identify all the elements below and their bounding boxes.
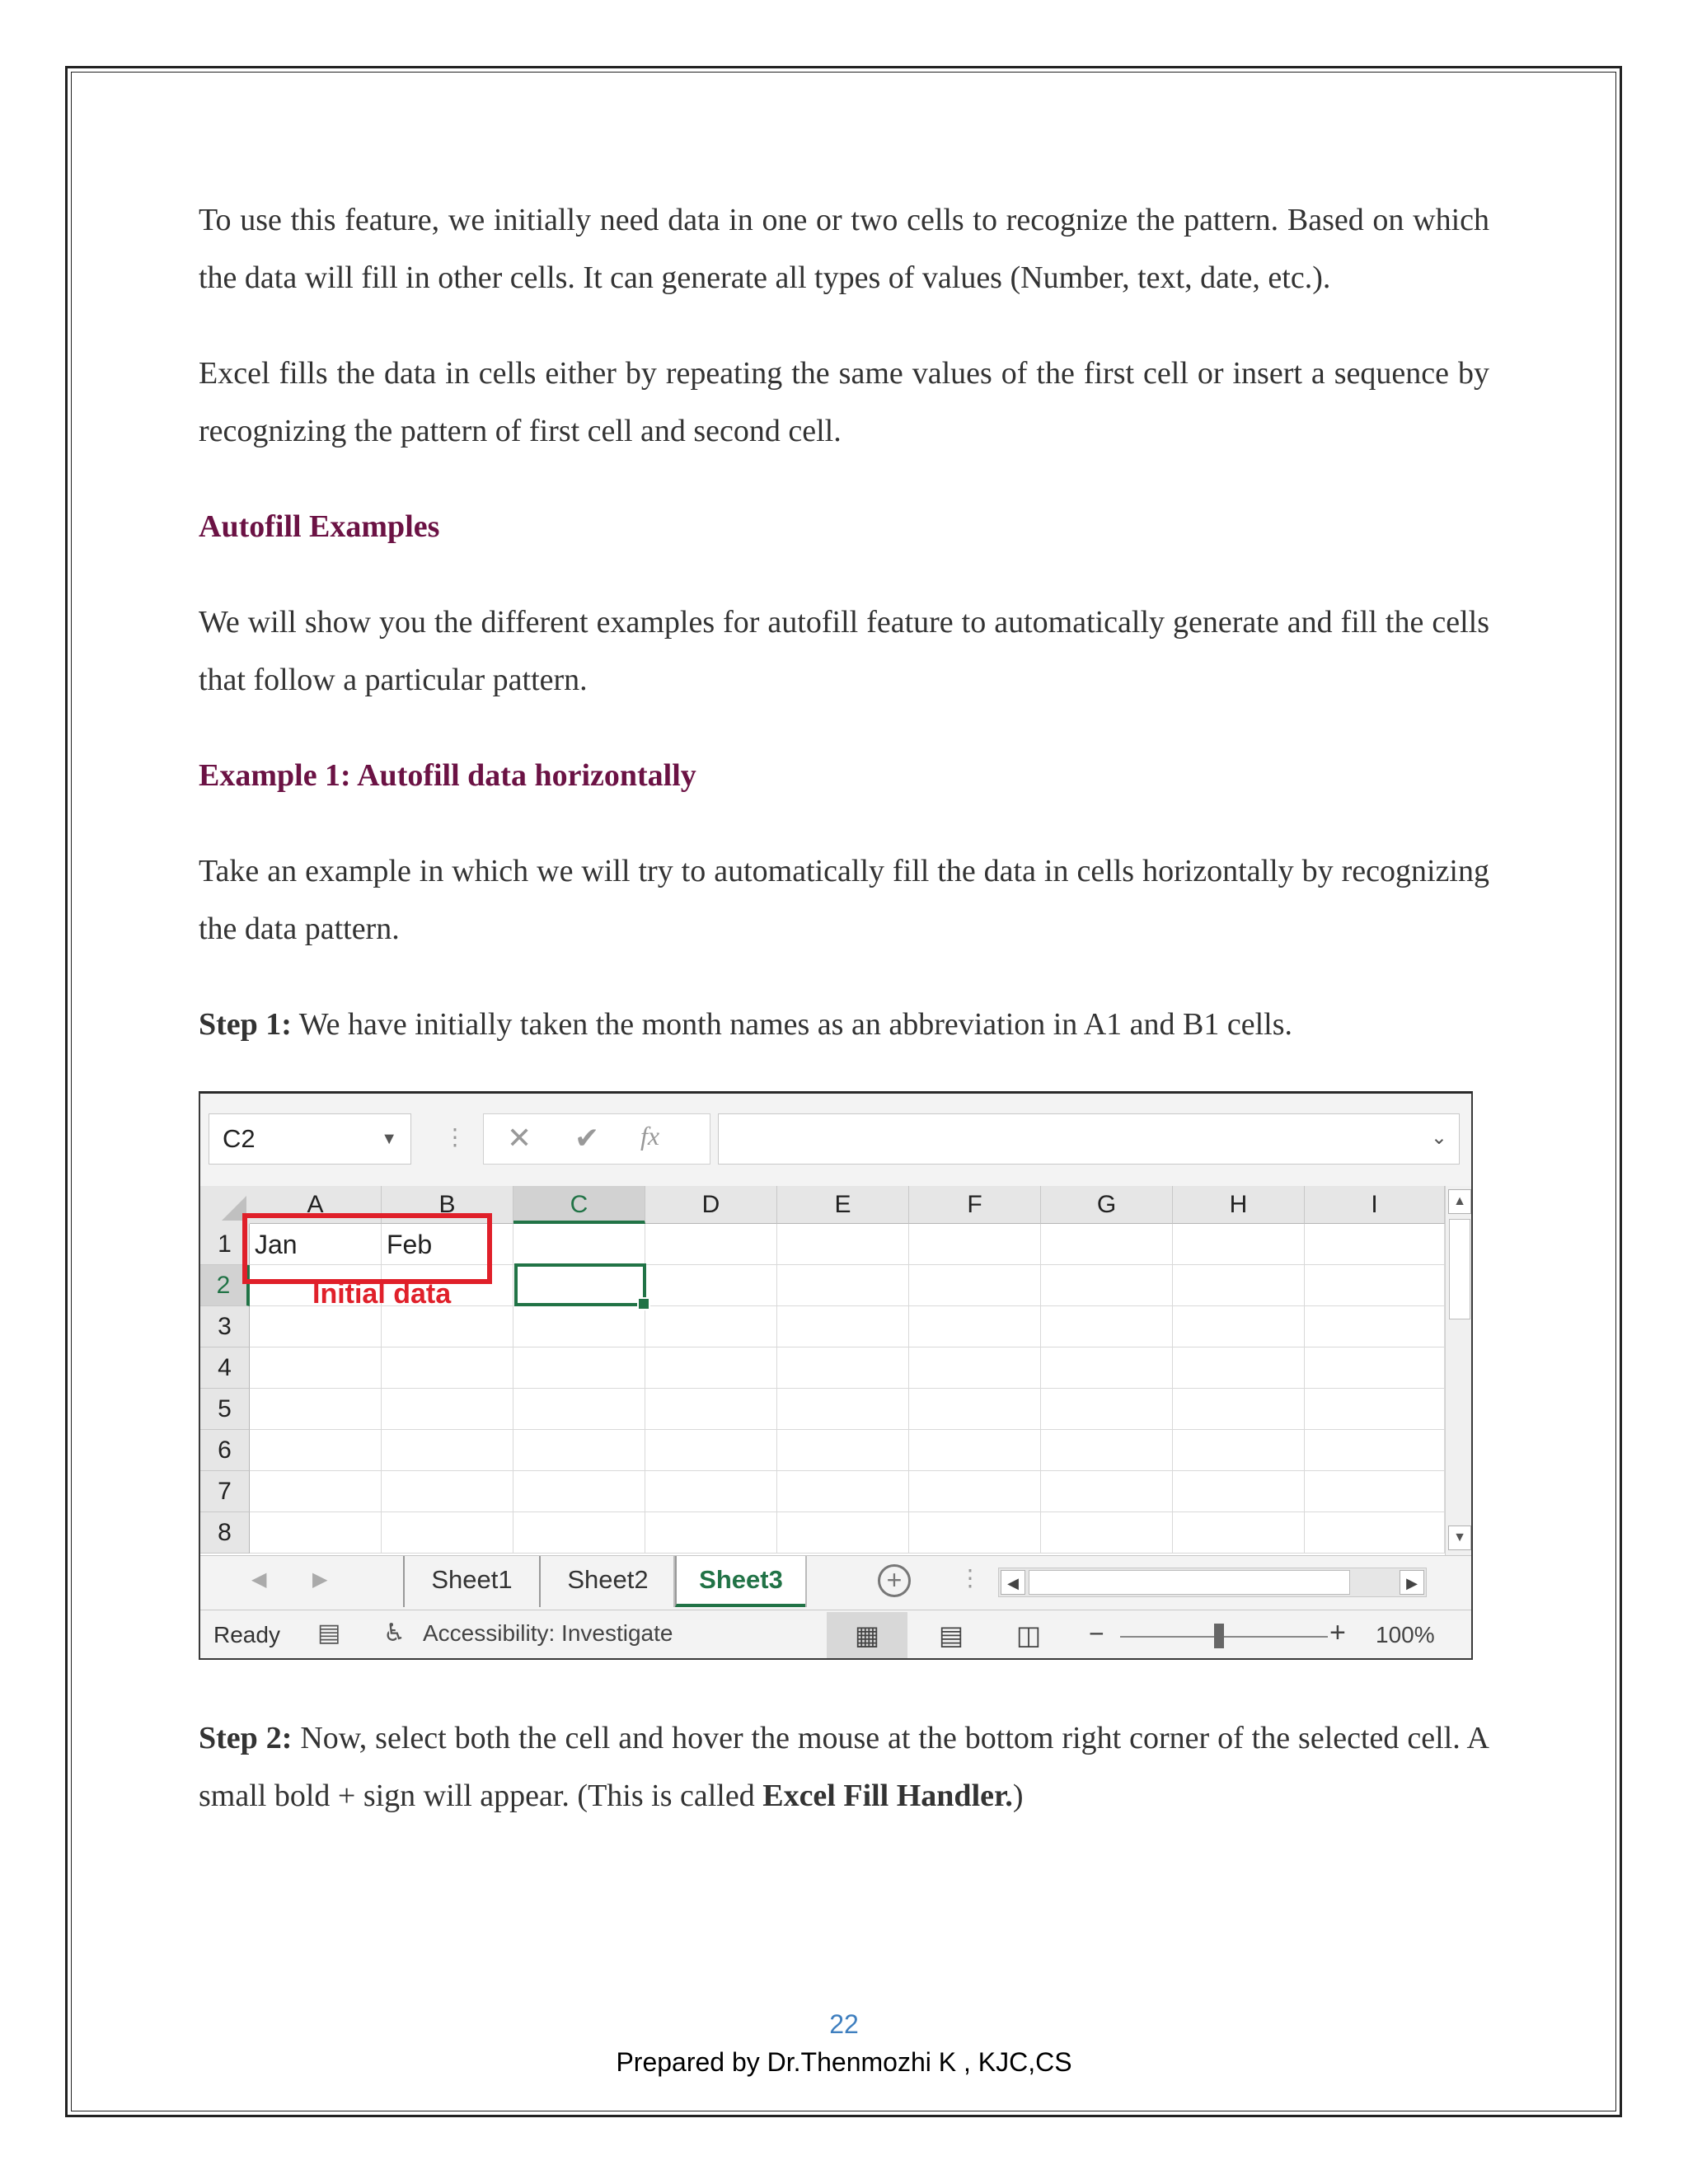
cell-i2[interactable]	[1305, 1265, 1445, 1306]
page-break-view-icon[interactable]: ◫	[1015, 1620, 1042, 1650]
sheet-tabs-bar	[200, 1555, 1471, 1610]
row-header-1[interactable]: 1	[200, 1224, 250, 1265]
column-header-d[interactable]: D	[645, 1186, 777, 1224]
scroll-down-icon[interactable]: ▼	[1448, 1526, 1471, 1550]
cell-b6[interactable]	[382, 1430, 513, 1471]
prepared-by: Prepared by Dr.Thenmozhi K , KJC,CS	[616, 2047, 1072, 2077]
column-header-f[interactable]: F	[909, 1186, 1041, 1224]
cell-h3[interactable]	[1173, 1306, 1305, 1347]
heading-autofill-examples: Autofill Examples	[199, 509, 440, 544]
cell-f7[interactable]	[909, 1471, 1041, 1512]
paragraph-intro: To use this feature, we initially need data in one or two cells to recognize the pattern. Based on which the data will fill in other cells. It can generate all types of values (Number, text, date, etc.).	[199, 203, 1489, 295]
cell-b3[interactable]	[382, 1306, 513, 1347]
cell-a8[interactable]	[250, 1512, 382, 1554]
cell-i3[interactable]	[1305, 1306, 1445, 1347]
cancel-icon[interactable]: ✕	[507, 1121, 532, 1155]
cell-b7[interactable]	[382, 1471, 513, 1512]
cell-d1[interactable]	[645, 1224, 777, 1265]
paragraph-fill-behavior: Excel fills the data in cells either by repeating the same values of the first cell or insert a sequence by recognizing the pattern of first cell and second cell.	[199, 356, 1489, 448]
split-handle-icon: ⋮	[959, 1565, 982, 1591]
heading-example-1: Example 1: Autofill data horizontally	[199, 758, 696, 793]
cell-i5[interactable]	[1305, 1389, 1445, 1430]
cell-f6[interactable]	[909, 1430, 1041, 1471]
cell-h6[interactable]	[1173, 1430, 1305, 1471]
column-header-a[interactable]: A	[250, 1186, 382, 1224]
paragraph-example-1: Take an example in which we will try to automatically fill the data in cells horizontally by recognizing the data pattern.	[199, 854, 1489, 946]
horizontal-scroll-thumb[interactable]	[1029, 1570, 1350, 1595]
column-header-c[interactable]: C	[513, 1186, 645, 1224]
scroll-left-icon[interactable]: ◀	[1001, 1570, 1025, 1595]
cell-i1[interactable]	[1305, 1224, 1445, 1265]
cell-b5[interactable]	[382, 1389, 513, 1430]
column-header-g[interactable]: G	[1041, 1186, 1173, 1224]
row-header-3[interactable]: 3	[200, 1306, 250, 1347]
initial-data-annotation: Initial data	[312, 1278, 452, 1310]
row-header-8[interactable]: 8	[200, 1512, 250, 1554]
cell-e2[interactable]	[777, 1265, 909, 1306]
cell-h8[interactable]	[1173, 1512, 1305, 1554]
cell-e8[interactable]	[777, 1512, 909, 1554]
cell-h1[interactable]	[1173, 1224, 1305, 1265]
cell-e6[interactable]	[777, 1430, 909, 1471]
paragraph-examples-intro: We will show you the different examples for autofill feature to automatically generate and fill the cells that follow a particular pattern.	[199, 605, 1489, 697]
chevron-down-icon[interactable]: ▼	[381, 1130, 397, 1148]
accessibility-status[interactable]: Accessibility: Investigate	[423, 1620, 673, 1646]
cell-e7[interactable]	[777, 1471, 909, 1512]
expand-formula-icon[interactable]: ⌄	[1430, 1127, 1447, 1149]
row-header-2[interactable]: 2	[200, 1265, 250, 1306]
cell-f1[interactable]	[909, 1224, 1041, 1265]
cell-i6[interactable]	[1305, 1430, 1445, 1471]
page-content	[199, 191, 1489, 1863]
vertical-scroll-thumb[interactable]	[1449, 1219, 1470, 1319]
cell-g4[interactable]	[1041, 1347, 1173, 1389]
scroll-up-icon[interactable]: ▲	[1448, 1189, 1471, 1214]
sheet-tab-2[interactable]: Sheet2	[539, 1556, 675, 1607]
cell-c8[interactable]	[513, 1512, 645, 1554]
cell-f8[interactable]	[909, 1512, 1041, 1554]
cell-c3[interactable]	[513, 1306, 645, 1347]
cell-g2[interactable]	[1041, 1265, 1173, 1306]
add-sheet-icon[interactable]: +	[878, 1564, 911, 1597]
cell-h2[interactable]	[1173, 1265, 1305, 1306]
step-2-text-b: )	[1012, 1779, 1024, 1813]
zoom-in-icon[interactable]: +	[1329, 1617, 1346, 1648]
prev-sheet-icon[interactable]: ◀	[251, 1568, 267, 1591]
cell-f2[interactable]	[909, 1265, 1041, 1306]
row-header-7[interactable]: 7	[200, 1471, 250, 1512]
worksheet-grid	[200, 1186, 1445, 1555]
more-options-icon: ⋮	[443, 1124, 465, 1150]
column-header-h[interactable]: H	[1173, 1186, 1305, 1224]
cell-g7[interactable]	[1041, 1471, 1173, 1512]
column-header-i[interactable]: I	[1305, 1186, 1445, 1224]
row-header-4[interactable]: 4	[200, 1347, 250, 1389]
formula-buttons	[483, 1113, 710, 1165]
cell-e4[interactable]	[777, 1347, 909, 1389]
cell-d7[interactable]	[645, 1471, 777, 1512]
cell-i4[interactable]	[1305, 1347, 1445, 1389]
cell-g3[interactable]	[1041, 1306, 1173, 1347]
cell-g6[interactable]	[1041, 1430, 1173, 1471]
formula-input[interactable]	[718, 1113, 1460, 1165]
formula-bar	[200, 1094, 1471, 1184]
cell-g1[interactable]	[1041, 1224, 1173, 1265]
confirm-icon[interactable]: ✔	[574, 1121, 600, 1155]
cell-c1[interactable]	[513, 1224, 645, 1265]
scroll-right-icon[interactable]: ▶	[1400, 1570, 1424, 1595]
cell-d3[interactable]	[645, 1306, 777, 1347]
step-2-bold: Excel Fill Handler.	[762, 1779, 1013, 1813]
cell-a6[interactable]	[250, 1430, 382, 1471]
status-text: Ready	[213, 1622, 280, 1647]
cell-d4[interactable]	[645, 1347, 777, 1389]
paragraph-step-2	[199, 1709, 1489, 1825]
insert-function-icon[interactable]: fx	[640, 1121, 660, 1151]
initial-data-highlight	[242, 1213, 492, 1284]
cell-h7[interactable]	[1173, 1471, 1305, 1512]
cell-c5[interactable]	[513, 1389, 645, 1430]
step-2-label: Step 2:	[199, 1721, 293, 1755]
row-header-6[interactable]: 6	[200, 1430, 250, 1471]
vertical-scrollbar[interactable]	[1445, 1186, 1473, 1555]
cell-c4[interactable]	[513, 1347, 645, 1389]
zoom-out-icon[interactable]: −	[1089, 1619, 1104, 1648]
cell-c6[interactable]	[513, 1430, 645, 1471]
column-header-e[interactable]: E	[777, 1186, 909, 1224]
step-1-text: We have initially taken the month names as an abbreviation in A1 and B1 cells.	[291, 1007, 1293, 1042]
cell-f5[interactable]	[909, 1389, 1041, 1430]
page-layout-view-icon[interactable]: ▤	[938, 1620, 964, 1650]
cell-d5[interactable]	[645, 1389, 777, 1430]
cell-e5[interactable]	[777, 1389, 909, 1430]
cell-g8[interactable]	[1041, 1512, 1173, 1554]
cell-a5[interactable]	[250, 1389, 382, 1430]
excel-screenshot	[199, 1091, 1473, 1660]
zoom-slider-knob[interactable]	[1214, 1624, 1224, 1648]
status-bar	[200, 1610, 1471, 1660]
cell-b4[interactable]	[382, 1347, 513, 1389]
macro-record-icon[interactable]: ▤	[317, 1619, 341, 1647]
cell-a4[interactable]	[250, 1347, 382, 1389]
active-cell-c2[interactable]	[514, 1263, 646, 1306]
column-header-b[interactable]: B	[382, 1186, 513, 1224]
cell-h4[interactable]	[1173, 1347, 1305, 1389]
cell-a7[interactable]	[250, 1471, 382, 1512]
page-number: 22	[829, 2009, 859, 2039]
cell-a3[interactable]	[250, 1306, 382, 1347]
cell-i8[interactable]	[1305, 1512, 1445, 1554]
step-1-label: Step 1:	[199, 1007, 292, 1042]
paragraph-step-1	[199, 996, 1489, 1053]
cell-a1[interactable]: Jan	[250, 1224, 382, 1265]
cell-e1[interactable]	[777, 1224, 909, 1265]
cell-d8[interactable]	[645, 1512, 777, 1554]
row-header-5[interactable]: 5	[200, 1389, 250, 1430]
name-box[interactable]	[209, 1113, 411, 1165]
sheet-tab-1[interactable]: Sheet1	[403, 1556, 539, 1607]
accessibility-icon[interactable]: ♿	[383, 1619, 406, 1647]
cell-f3[interactable]	[909, 1306, 1041, 1347]
horizontal-scrollbar[interactable]	[998, 1568, 1427, 1597]
cell-i7[interactable]	[1305, 1471, 1445, 1512]
cell-e3[interactable]	[777, 1306, 909, 1347]
step-2-text-a: Now, select both the cell and hover the mouse at the bottom right corner of the selected cell. A small bold + sign will appear. (This is called	[199, 1721, 1489, 1813]
sheet-tab-3[interactable]: Sheet3	[675, 1556, 805, 1607]
cell-b1[interactable]: Feb	[382, 1224, 513, 1265]
normal-view-icon[interactable]: ▦	[827, 1612, 907, 1660]
zoom-level[interactable]: 100%	[1376, 1622, 1435, 1647]
cell-f4[interactable]	[909, 1347, 1041, 1389]
cell-h5[interactable]	[1173, 1389, 1305, 1430]
next-sheet-icon[interactable]: ▶	[312, 1568, 328, 1591]
name-box-value: C2	[223, 1124, 256, 1153]
cell-c7[interactable]	[513, 1471, 645, 1512]
zoom-slider[interactable]	[1120, 1636, 1328, 1638]
cell-b8[interactable]	[382, 1512, 513, 1554]
cell-g5[interactable]	[1041, 1389, 1173, 1430]
cell-d2[interactable]	[645, 1265, 777, 1306]
cell-d6[interactable]	[645, 1430, 777, 1471]
